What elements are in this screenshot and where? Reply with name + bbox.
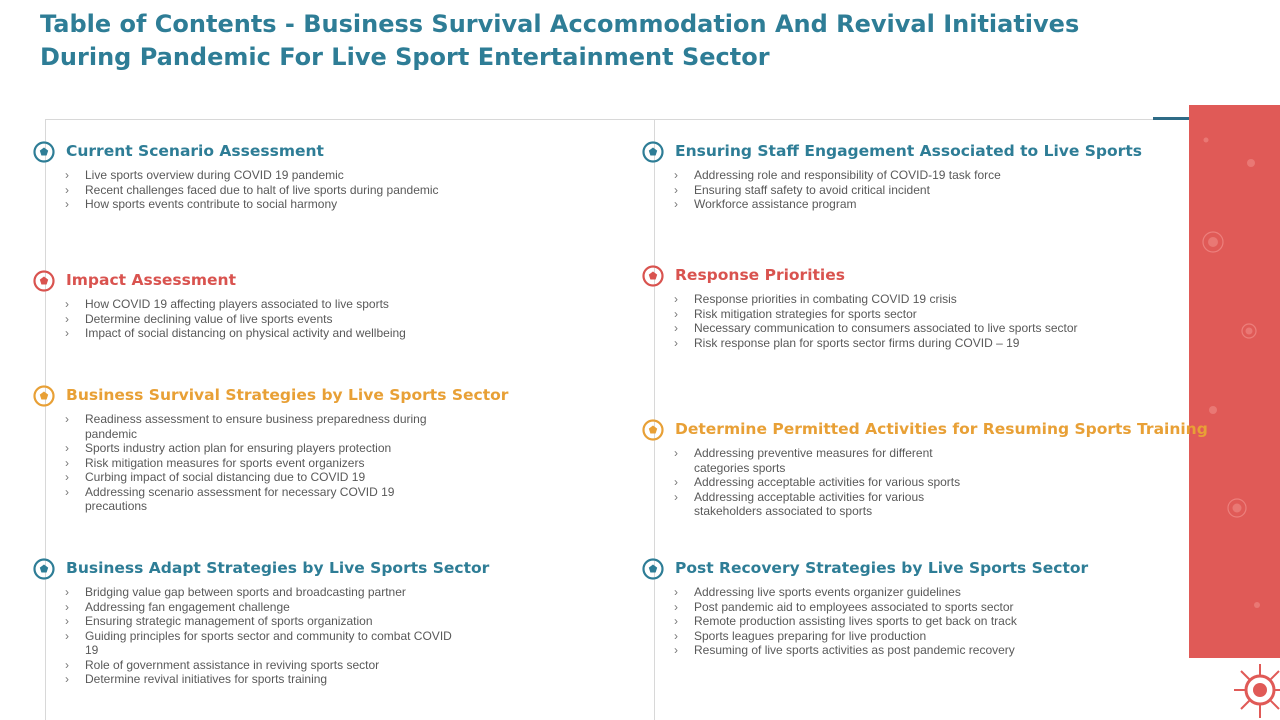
list-item: › Resuming of live sports activities as post pandemic recovery — [674, 643, 1142, 658]
list-item: › Ensuring strategic management of sports organization — [65, 614, 453, 629]
soccer-ball-icon — [33, 385, 55, 407]
list-item: › Live sports overview during COVID 19 pandemic — [65, 168, 453, 183]
list-item: › Addressing role and responsibility of COVID-19 task force — [674, 168, 1142, 183]
page-title: Table of Contents - Business Survival Accommodation And Revival Initiatives During Pandemic For Live Sport Entertainment Sector — [40, 10, 1080, 71]
list-item: › Curbing impact of social distancing due to COVID 19 — [65, 470, 453, 485]
soccer-ball-icon — [33, 270, 55, 292]
list-item: › Risk response plan for sports sector firms during COVID – 19 — [674, 336, 1142, 351]
item-list — [642, 446, 982, 519]
list-item: › Necessary communication to consumers associated to live sports sector — [674, 321, 1142, 336]
list-item: › Risk mitigation measures for sports event organizers — [65, 456, 453, 471]
list-item: › Guiding principles for sports sector and community to combat COVID 19 — [65, 629, 453, 658]
item-list — [642, 168, 1142, 212]
list-item: › Addressing acceptable activities for various stakeholders associated to sports — [674, 490, 982, 519]
item-list — [33, 412, 453, 514]
list-item: › Readiness assessment to ensure business preparedness during pandemic — [65, 412, 453, 441]
item-list — [33, 297, 453, 341]
virus-pattern-icon — [1189, 105, 1280, 658]
section-impact-assessment — [33, 270, 453, 341]
soccer-ball-icon — [33, 141, 55, 163]
soccer-ball-icon — [642, 419, 664, 441]
list-item: › Sports leagues preparing for live production — [674, 629, 1142, 644]
list-item: › How COVID 19 affecting players associated to live sports — [65, 297, 453, 312]
list-item: › Bridging value gap between sports and broadcasting partner — [65, 585, 453, 600]
section-title: Determine Permitted Activities for Resuming Sports Training — [675, 420, 1208, 438]
section-title: Ensuring Staff Engagement Associated to Live Sports — [675, 142, 1142, 160]
item-list — [33, 585, 453, 687]
list-item: › Determine declining value of live sports events — [65, 312, 453, 327]
section-staff-engagement — [642, 141, 1142, 212]
section-current-scenario-assessment — [33, 141, 453, 212]
soccer-ball-icon — [642, 141, 664, 163]
item-list — [642, 292, 1142, 350]
list-item: › Recent challenges faced due to halt of live sports during pandemic — [65, 183, 453, 198]
section-title: Business Survival Strategies by Live Sports Sector — [66, 386, 509, 404]
list-item: › Post pandemic aid to employees associated to sports sector — [674, 600, 1142, 615]
list-item: › Addressing preventive measures for different categories sports — [674, 446, 982, 475]
list-item: › Ensuring staff safety to avoid critical incident — [674, 183, 1142, 198]
list-item: › Addressing acceptable activities for various sports — [674, 475, 982, 490]
list-item: › Sports industry action plan for ensuring players protection — [65, 441, 453, 456]
section-response-priorities — [642, 265, 1142, 350]
section-business-adapt-strategies — [33, 558, 490, 687]
soccer-ball-icon — [33, 558, 55, 580]
section-business-survival-strategies — [33, 385, 509, 514]
list-item: › Impact of social distancing on physical activity and wellbeing — [65, 326, 453, 341]
virus-icon — [1230, 660, 1280, 720]
section-title: Current Scenario Assessment — [66, 142, 324, 160]
list-item: › Response priorities in combating COVID 19 crisis — [674, 292, 1142, 307]
list-item: › Risk mitigation strategies for sports sector — [674, 307, 1142, 322]
item-list — [33, 168, 453, 212]
decorative-red-panel — [1189, 105, 1280, 658]
list-item: › Workforce assistance program — [674, 197, 1142, 212]
frame-top-divider — [45, 119, 1155, 120]
section-title: Response Priorities — [675, 266, 845, 284]
section-title: Business Adapt Strategies by Live Sports Sector — [66, 559, 490, 577]
list-item: › Addressing scenario assessment for necessary COVID 19 precautions — [65, 485, 453, 514]
list-item: › Addressing fan engagement challenge — [65, 600, 453, 615]
list-item: › Role of government assistance in reviving sports sector — [65, 658, 453, 673]
section-post-recovery-strategies — [642, 558, 1142, 658]
section-permitted-activities — [642, 419, 1208, 519]
list-item: › How sports events contribute to social harmony — [65, 197, 453, 212]
item-list — [642, 585, 1142, 658]
section-title: Post Recovery Strategies by Live Sports Sector — [675, 559, 1089, 577]
list-item: › Remote production assisting lives sports to get back on track — [674, 614, 1142, 629]
soccer-ball-icon — [642, 265, 664, 287]
list-item: › Determine revival initiatives for sports training — [65, 672, 453, 687]
section-title: Impact Assessment — [66, 271, 236, 289]
soccer-ball-icon — [642, 558, 664, 580]
list-item: › Addressing live sports events organizer guidelines — [674, 585, 1142, 600]
